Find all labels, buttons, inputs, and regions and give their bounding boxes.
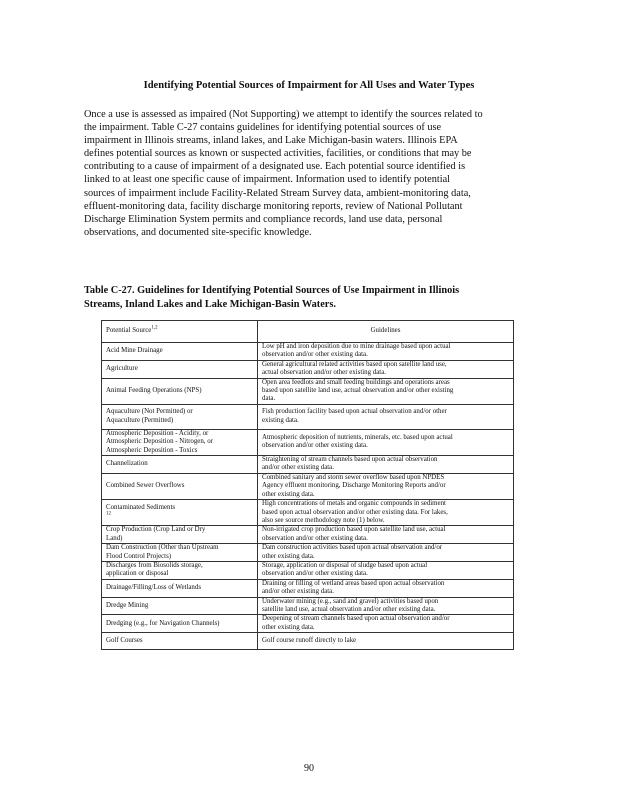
source-cell: Discharges from Biosolids storage, application or disposal <box>102 561 258 579</box>
table-row <box>102 404 514 429</box>
guideline-cell: Draining or filling of wetland areas based upon actual observation and/or other existing data. <box>258 579 514 597</box>
table-row <box>102 360 514 378</box>
table-row <box>102 526 514 544</box>
table-row <box>102 500 514 526</box>
guideline-cell: Open area feedlots and small feeding buildings and operations areas based upon satellite land use, actual observation and/or other existing data. <box>258 378 514 404</box>
table-row <box>102 561 514 579</box>
source-cell: Acid Mine Drainage <box>102 343 258 361</box>
footnote-marker: 12 <box>106 511 111 517</box>
intro-line: effluent-monitoring data, facility discharge monitoring reports, review of National Pollutant <box>84 200 463 212</box>
source-cell: Agriculture <box>102 360 258 378</box>
table-row <box>102 378 514 404</box>
source-cell: Combined Sewer Overflows <box>102 473 258 499</box>
table-row <box>102 633 514 650</box>
source-cell: Drainage/Filling/Loss of Wetlands <box>102 579 258 597</box>
table-row <box>102 579 514 597</box>
source-cell: Channelization <box>102 456 258 474</box>
guideline-cell: High concentrations of metals and organic compounds in sediment based upon actual observation and/or other existing data. For lakes, also see source methodology note (1) below. <box>258 500 514 526</box>
intro-line: sources of impairment include Facility-Related Stream Survey data, ambient-monitoring data, <box>84 187 471 199</box>
guideline-cell: Underwater mining (e.g., sand and gravel) activities based upon satellite land use, actual observation and/or other existing data. <box>258 597 514 615</box>
table-row <box>102 615 514 633</box>
guideline-cell: Dam construction activities based upon actual observation and/or other existing data. <box>258 544 514 562</box>
source-cell: Aquaculture (Not Permitted) or Aquaculture (Permitted) <box>102 404 258 429</box>
table-header-row <box>102 321 514 343</box>
table-row <box>102 473 514 499</box>
source-cell: Golf Courses <box>102 633 258 650</box>
guideline-cell: Combined sanitary and storm sewer overflow based upon NPDES Agency effluent monitoring, Discharge Monitoring Reports and/or other existing data. <box>258 473 514 499</box>
source-cell: Dredging (e.g., for Navigation Channels) <box>102 615 258 633</box>
caption-line: Table C-27. Guidelines for Identifying Potential Sources of Use Impairment in Illinois <box>84 285 460 296</box>
guideline-cell: Atmospheric deposition of nutrients, minerals, etc. based upon actual observation and/or other existing data. <box>258 429 514 455</box>
intro-line: Discharge Elimination System permits and compliance records, land use data, personal <box>84 213 443 225</box>
guideline-cell: Straightening of stream channels based upon actual observation and/or other existing data. <box>258 456 514 474</box>
intro-line: observations, and documented site-specific knowledge. <box>84 226 312 238</box>
source-cell: Contaminated Sediments $^{12}$ <box>102 500 258 526</box>
guideline-cell: Non-irrigated crop production based upon satellite land use, actual observation and/or other existing data. <box>258 526 514 544</box>
table-row <box>102 456 514 474</box>
intro-paragraph <box>84 108 536 239</box>
footnote-marker: 1,2 <box>151 326 158 331</box>
intro-line: defines potential sources as known or suspected activities, facilities, or conditions that may be <box>84 148 472 160</box>
guideline-cell: Golf course runoff directly to lake <box>258 633 514 650</box>
guideline-cell: Deepening of stream channels based upon actual observation and/or other existing data. <box>258 615 514 633</box>
table-caption <box>84 284 534 311</box>
table-row <box>102 544 514 562</box>
source-cell: Animal Feeding Operations (NPS) <box>102 378 258 404</box>
col-guidelines-header: Guidelines <box>258 321 514 343</box>
intro-line: the impairment. Table C-27 contains guidelines for identifying potential sources of use <box>84 122 442 134</box>
guideline-cell: Fish production facility based upon actual observation and/or other existing data. <box>258 404 514 429</box>
source-cell: Dam Construction (Other than Upstream Flood Control Projects) <box>102 544 258 562</box>
col-source-header: Potential Source$^{1,2}$ <box>102 321 258 343</box>
section-heading: Identifying Potential Sources of Impairment for All Uses and Water Types <box>143 80 475 91</box>
table-row <box>102 343 514 361</box>
guideline-cell: Storage, application or disposal of sludge based upon actual observation and/or other existing data. <box>258 561 514 579</box>
table-row <box>102 429 514 455</box>
caption-line: Streams, Inland Lakes and Lake Michigan-Basin Waters. <box>84 298 336 310</box>
intro-line: linked to at least one specific cause of impairment. Information used to identify potential <box>84 174 451 186</box>
source-cell: Atmospheric Deposition - Acidity, or Atmospheric Deposition - Nitrogen, or Atmospheric Deposition - Toxics <box>102 429 258 455</box>
source-cell: Crop Production (Crop Land or Dry Land) <box>102 526 258 544</box>
page-number: 90 <box>304 763 314 774</box>
intro-line: Once a use is assessed as impaired (Not Supporting) we attempt to identify the sources related to <box>84 109 483 120</box>
guideline-cell: General agricultural related activities based upon satellite land use, actual observation and/or other existing data. <box>258 360 514 378</box>
table-row <box>102 597 514 615</box>
intro-line: impairment in Illinois streams, inland lakes, and Lake Michigan-basin waters. Illinois EPA <box>84 135 458 147</box>
source-cell: Dredge Mining <box>102 597 258 615</box>
guidelines-table <box>101 320 514 650</box>
intro-line: contributing to a cause of impairment of a designated use. Each potential source identified is <box>84 161 466 173</box>
guideline-cell: Low pH and iron deposition due to mine drainage based upon actual observation and/or other existing data. <box>258 343 514 361</box>
